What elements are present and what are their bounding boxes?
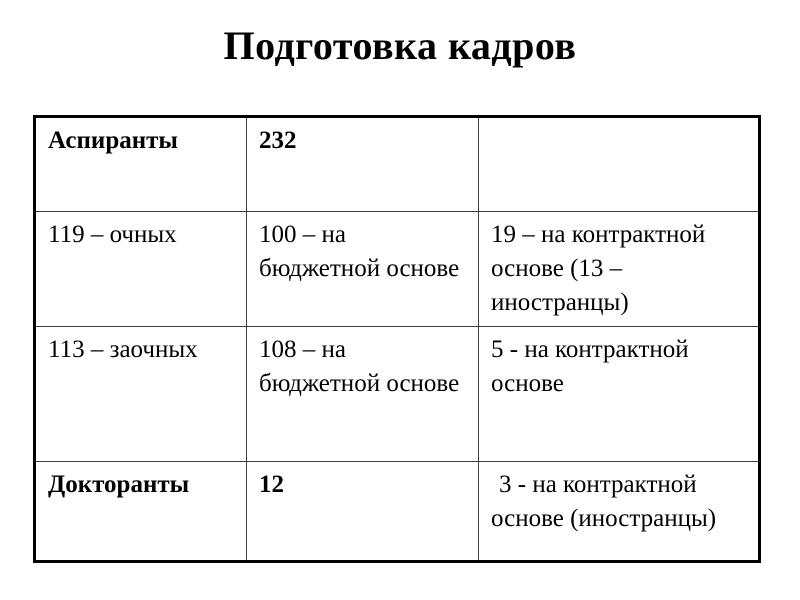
page-title: Подготовка кадров <box>223 23 577 68</box>
cell-count: 108 – на бюджетной основе <box>247 327 479 462</box>
cell-category: Докторанты <box>35 462 247 562</box>
table-row-parttime <box>35 327 760 462</box>
cell-note: 5 - на контрактной основе <box>479 327 760 462</box>
table-row-aspirants-total <box>35 117 760 212</box>
cell-note <box>479 117 760 212</box>
cell-note: 3 - на контрактной основе (иностранцы) <box>479 462 760 562</box>
cell-note: 19 – на контрактной основе (13 – иностранцы) <box>479 212 760 327</box>
table-row-fulltime <box>35 212 760 327</box>
personnel-table <box>33 115 761 563</box>
cell-count: 232 <box>247 117 479 212</box>
cell-category: 113 – заочных <box>35 327 247 462</box>
table-row-doctoral <box>35 462 760 562</box>
cell-category: 119 – очных <box>35 212 247 327</box>
cell-count: 12 <box>247 462 479 562</box>
cell-category: Аспиранты <box>35 117 247 212</box>
cell-count: 100 – на бюджетной основе <box>247 212 479 327</box>
